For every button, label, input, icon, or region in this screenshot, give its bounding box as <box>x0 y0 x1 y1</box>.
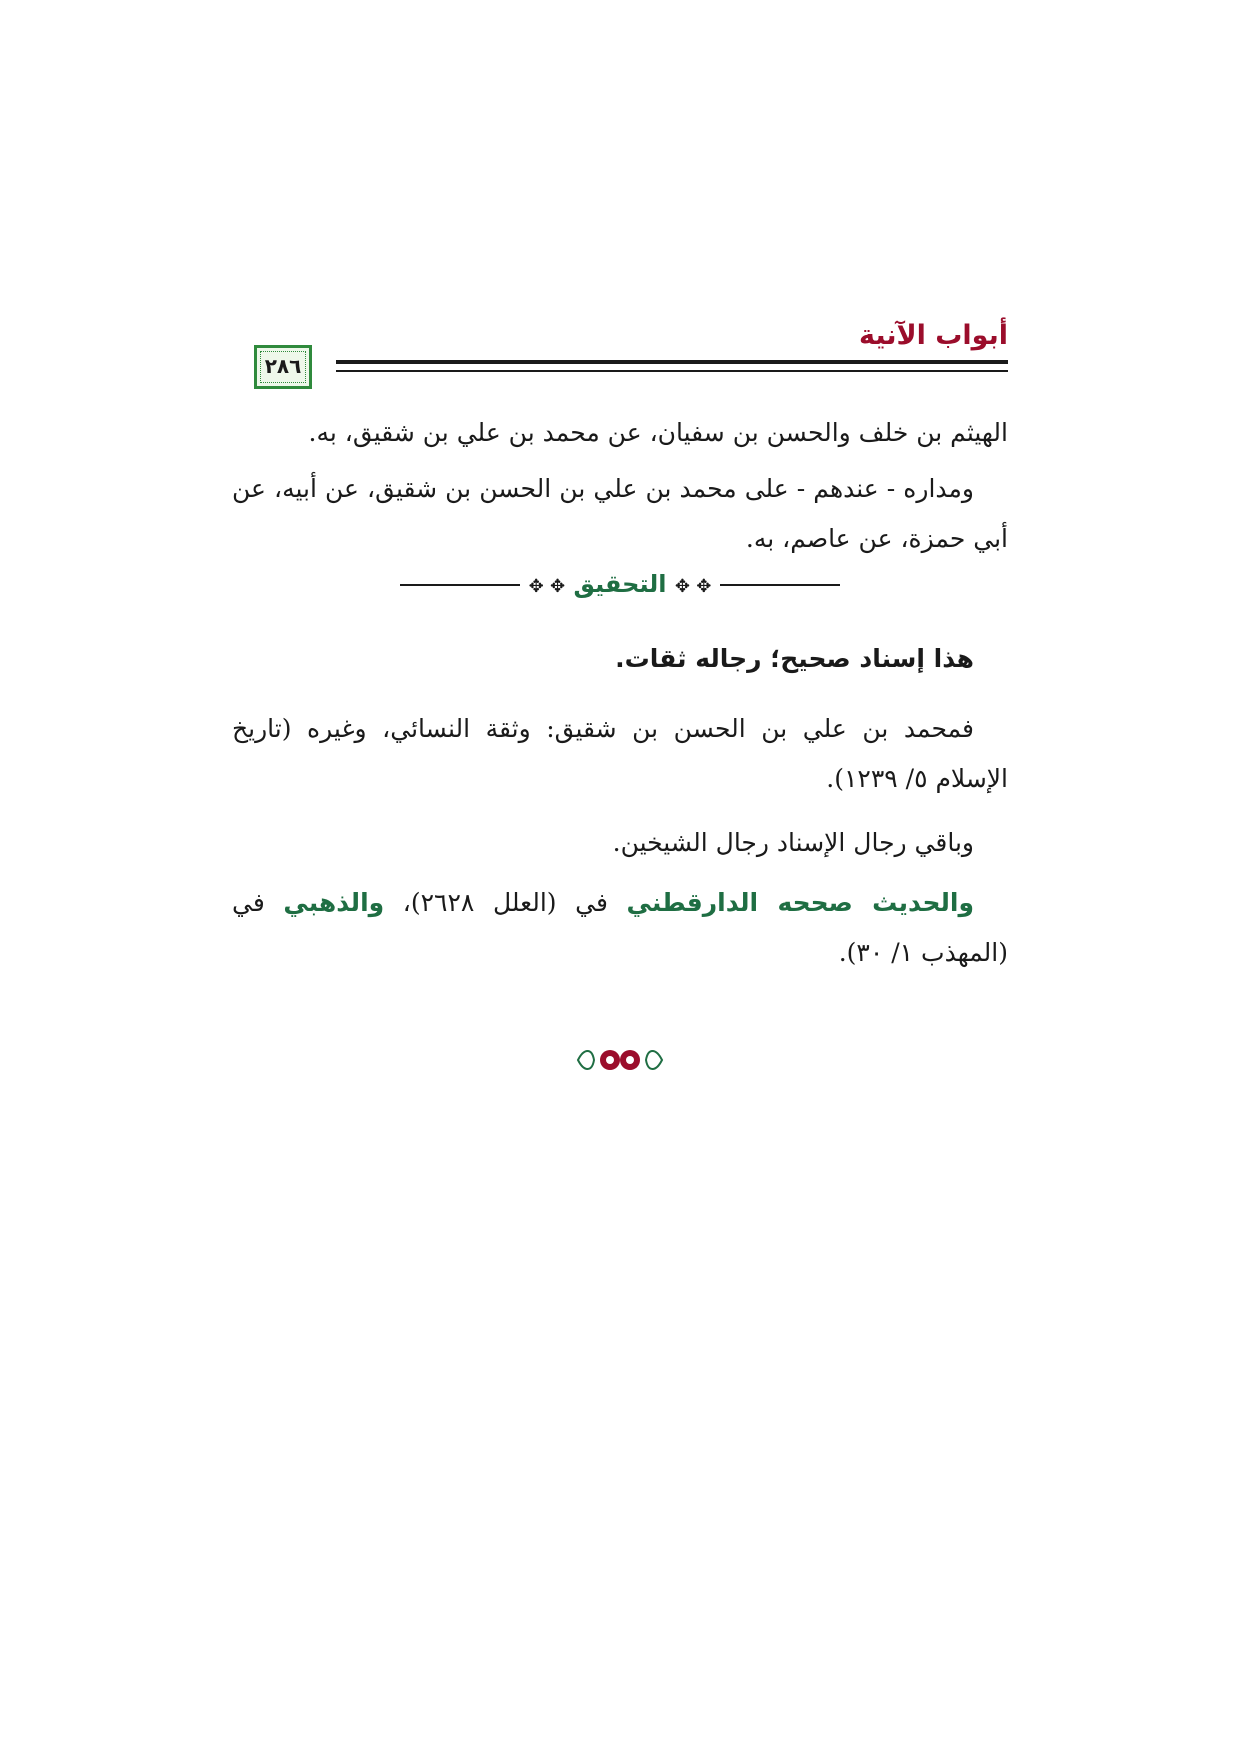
paragraph-continuation: الهيثم بن خلف والحسن بن سفيان، عن محمد بن علي بن شقيق، به. <box>308 418 1008 447</box>
verdict-statement: هذا إسناد صحيح؛ رجاله ثقات. <box>615 644 974 673</box>
body-paragraph-4 <box>232 704 1008 804</box>
end-ornament-icon <box>570 1040 670 1080</box>
authentication-note <box>232 878 1008 978</box>
page-number: ٢٨٦ <box>264 354 302 378</box>
body-paragraph-5 <box>232 818 1008 868</box>
reference-ilal: في (العلل ٢٦٢٨)، <box>384 888 627 917</box>
page-header <box>232 318 1008 390</box>
flourish-icon <box>570 1040 670 1080</box>
page-number-badge <box>232 342 336 398</box>
header-rule-thin <box>232 370 1008 372</box>
highlight-daraqutni: والحديث صححه الدارقطني <box>626 888 974 917</box>
section-title: أبواب الآنية <box>858 320 1008 351</box>
body-paragraph-3 <box>232 634 1008 684</box>
paragraph-chain: ومداره - عندهم - على محمد بن علي بن الحسن بن شقيق، عن أبيه، عن أبي حمزة، عن عاصم، به. <box>232 474 1008 553</box>
divider-heading <box>400 564 840 607</box>
body-paragraph-6 <box>232 878 1008 978</box>
section-divider <box>400 564 840 604</box>
header-rule-thick <box>232 360 1008 364</box>
reference-muhadhdhab: في (المهذب ١/ ٣٠). <box>232 888 1008 967</box>
divider-ornament-icon: ✥ ✥ <box>674 576 712 597</box>
highlight-dhahabi: والذهبي <box>283 888 385 917</box>
page-number-frame <box>254 345 312 389</box>
remaining-narrators-note: وباقي رجال الإسناد رجال الشيخين. <box>612 828 974 857</box>
body-line-1 <box>232 408 1008 458</box>
body-paragraph-2 <box>232 464 1008 564</box>
narrator-note: فمحمد بن علي بن الحسن بن شقيق: وثقة النسائي، وغيره (تاريخ الإسلام ٥/ ١٢٣٩). <box>232 714 1008 793</box>
divider-ornament-icon: ✥ ✥ <box>528 576 566 597</box>
divider-title: التحقيق <box>573 570 667 598</box>
